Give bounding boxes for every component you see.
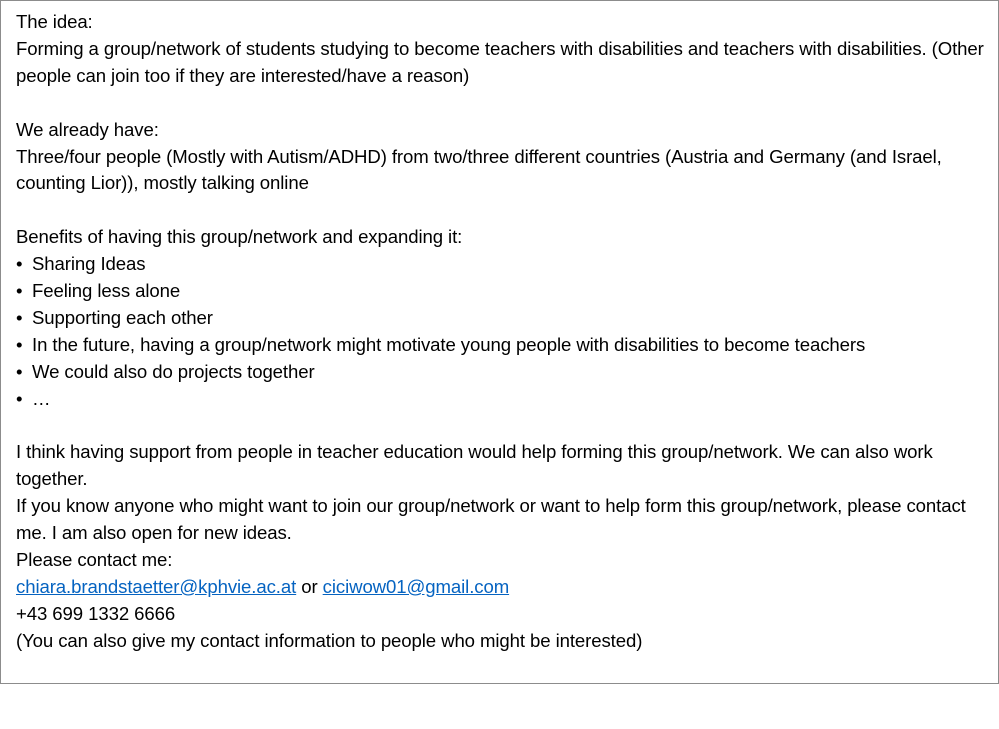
idea-heading: The idea:: [16, 11, 93, 32]
contact-label: Please contact me:: [16, 549, 173, 571]
bullet-icon: •: [16, 360, 23, 382]
benefits-heading: Benefits of having this group/network and expanding it:: [16, 226, 463, 248]
email-primary-link[interactable]: chiara.brandstaetter@kphvie.ac.at: [16, 575, 297, 597]
list-item: [16, 278, 986, 305]
list-item-text: Sharing Ideas: [32, 253, 146, 275]
list-item: [16, 359, 986, 386]
list-item-text: Supporting each other: [32, 306, 213, 328]
phone-number: +43 699 1332 6666: [16, 602, 176, 624]
list-item: [16, 305, 986, 332]
share-note: (You can also give my contact information to people who might be interested): [16, 629, 643, 651]
idea-text: Forming a group/network of students studying to become teachers with disabilities and teachers with disabilities. (Other people can join too if they are interested/have a reason): [16, 37, 989, 86]
bullet-icon: •: [16, 280, 23, 302]
list-item: [16, 386, 986, 413]
bullet-icon: •: [16, 333, 23, 355]
list-item-text: We could also do projects together: [32, 360, 315, 382]
spacer: [16, 90, 986, 117]
list-item-text: In the future, having a group/network might motivate young people with disabilities to become teachers: [32, 333, 866, 355]
bullet-icon: •: [16, 306, 23, 328]
bullet-icon: •: [16, 253, 23, 275]
support-text: I think having support from people in teacher education would help forming this group/network. We can also work together.: [16, 441, 938, 490]
spacer: [16, 413, 986, 440]
list-item-text: …: [32, 387, 51, 409]
know-text: If you know anyone who might want to join our group/network or want to help form this group/network, please contact me. I am also open for new ideas.: [16, 495, 971, 544]
benefits-list: [16, 251, 986, 412]
email-line: [16, 574, 986, 601]
list-item-text: Feeling less alone: [32, 280, 181, 302]
bullet-icon: •: [16, 387, 23, 409]
document-body: [16, 9, 989, 655]
spacer: [16, 197, 986, 224]
list-item: [16, 251, 986, 278]
or-text: or: [296, 575, 323, 597]
already-text: Three/four people (Mostly with Autism/ADHD) from two/three different countries (Austria and Germany (and Israel, counting Lior)), mostly talking online: [16, 145, 947, 194]
already-heading: We already have:: [16, 118, 159, 140]
email-secondary-link[interactable]: ciciwow01@gmail.com: [322, 575, 510, 597]
list-item: [16, 332, 986, 359]
